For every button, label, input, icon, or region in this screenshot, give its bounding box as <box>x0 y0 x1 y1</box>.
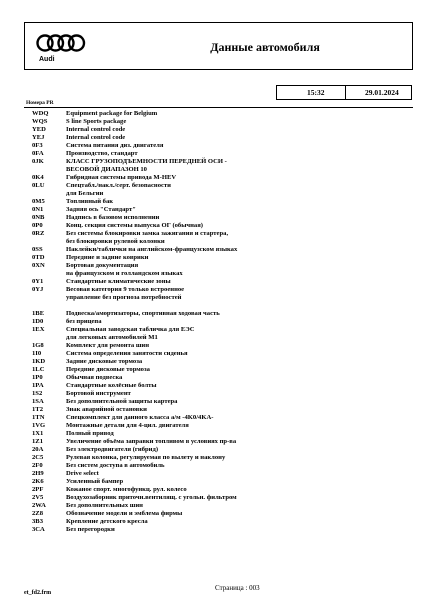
list-item <box>32 334 412 342</box>
pr-description: для Бельгии <box>66 190 104 197</box>
pr-code: 1TN <box>32 414 45 421</box>
list-item <box>32 366 412 374</box>
list-item <box>32 510 412 518</box>
section-divider <box>24 107 413 108</box>
pr-code: 1VG <box>32 422 46 429</box>
list-item <box>32 438 412 446</box>
list-item <box>32 422 412 430</box>
pr-code: 0LU <box>32 182 45 189</box>
list-item <box>32 222 412 230</box>
pr-code: YED <box>32 126 46 133</box>
pr-description: Стандартные колёсные болты <box>66 382 157 389</box>
pr-description: КЛАСС ГРУЗОПОДЪЕМНОСТИ ПЕРЕДНЕЙ ОСИ - <box>66 158 227 165</box>
list-item <box>32 166 412 174</box>
pr-code: WQS <box>32 118 48 125</box>
list-item <box>32 126 412 134</box>
list-item <box>32 198 412 206</box>
list-item <box>32 390 412 398</box>
pr-code: 0K4 <box>32 174 44 181</box>
pr-description: Знак аварийной остановки <box>66 406 147 413</box>
list-item <box>32 278 412 286</box>
pr-description: для легковых автомобилей M1 <box>66 334 158 341</box>
pr-code: 2PF <box>32 486 44 493</box>
pr-description: Обозначение модели и эмблема фирмы <box>66 510 183 517</box>
list-item <box>32 406 412 414</box>
pr-code: 20A <box>32 446 44 453</box>
pr-description: Надпись в базовом исполнении <box>66 214 160 221</box>
page-title: Данные автомобиля <box>210 40 320 54</box>
pr-code: 0RZ <box>32 230 45 237</box>
pr-description: Крепление детского кресла <box>66 518 148 525</box>
pr-description: на французском и голландском языках <box>66 270 183 277</box>
list-item <box>32 158 412 166</box>
pr-description: Монтажные детали для 4-цил. двигателя <box>66 422 189 429</box>
list-item <box>32 142 412 150</box>
list-item <box>32 230 412 238</box>
pr-description: Спецтабл./накл./серт. безопасности <box>66 182 171 189</box>
list-item <box>32 518 412 526</box>
list-item <box>32 454 412 462</box>
pr-description: Усиленный бампер <box>66 478 124 485</box>
pr-code: 0P0 <box>32 222 43 229</box>
pr-code: 2V5 <box>32 494 44 501</box>
pr-code <box>32 238 66 246</box>
form-filename: et_fd2.frm <box>24 590 52 596</box>
pr-code: 1I0 <box>32 350 42 357</box>
list-item <box>32 238 412 246</box>
list-item <box>32 246 412 254</box>
pr-description: Весовая категория 9 только встроенное <box>66 286 185 293</box>
pr-description: Система определения занятости сиденья <box>66 350 188 357</box>
pr-code: 3B3 <box>32 518 43 525</box>
list-item <box>32 342 412 350</box>
date-value: 29.01.2024 <box>365 88 399 97</box>
pr-code <box>32 294 66 302</box>
pr-description: Без электродвигателя (гибрид) <box>66 446 159 453</box>
list-item <box>32 350 412 358</box>
pr-description: Производство, стандарт <box>66 150 138 157</box>
list-item <box>32 254 412 262</box>
brand-label: Audi <box>39 56 55 63</box>
list-item <box>32 446 412 454</box>
pr-description: Стандартные климатические зоны <box>66 278 171 285</box>
list-item <box>32 150 412 158</box>
list-item <box>32 374 412 382</box>
pr-code: 0Y1 <box>32 278 44 285</box>
pr-code: 1LC <box>32 366 45 373</box>
list-item <box>32 398 412 406</box>
pr-code: 1BE <box>32 310 45 317</box>
pr-description: Передние и задние коврики <box>66 254 149 261</box>
pr-description: Специальная заводская табличка для ЕЭС <box>66 326 195 333</box>
list-item <box>32 318 412 326</box>
pr-code: 0N1 <box>32 206 44 213</box>
pr-code <box>32 166 66 174</box>
pr-description: Бортовой инструмент <box>66 390 131 397</box>
pr-code: YEJ <box>32 134 45 141</box>
pr-description: Комплект для ремонта шин <box>66 342 150 349</box>
list-item <box>32 174 412 182</box>
pr-code: 1Z1 <box>32 438 43 445</box>
datetime-divider <box>345 86 346 99</box>
pr-code: 0YJ <box>32 286 44 293</box>
pr-description: управление без прогноза потребностей <box>66 294 182 301</box>
list-item <box>32 326 412 334</box>
header-box <box>24 22 413 70</box>
pr-code: 1SA <box>32 398 44 405</box>
pr-description: Бортовая документация <box>66 262 139 269</box>
pr-code: 1G8 <box>32 342 44 349</box>
list-item <box>32 462 412 470</box>
list-item <box>32 502 412 510</box>
pr-description: Equipment package for Belgium <box>66 110 158 117</box>
list-item <box>32 414 412 422</box>
pr-description: Передние дисковые тормоза <box>66 366 150 373</box>
pr-description: Без дополнительной защиты картера <box>66 398 178 405</box>
pr-code: 2C5 <box>32 454 44 461</box>
list-item <box>32 262 412 270</box>
pr-description: без прицепа <box>66 318 102 325</box>
list-item <box>32 110 412 118</box>
list-item <box>32 494 412 502</box>
pr-code: WDQ <box>32 110 49 117</box>
pr-description: Задняя ось "Стандарт" <box>66 206 136 213</box>
pr-description: Подвеска/амортизаторы, спортивная ходовая часть <box>66 310 220 317</box>
list-item <box>32 206 412 214</box>
list-item <box>32 382 412 390</box>
pr-code: 0TD <box>32 254 45 261</box>
pr-description: Без перегородки <box>66 526 115 533</box>
pr-code: 2WA <box>32 502 46 509</box>
list-item <box>32 182 412 190</box>
pr-code: 0M5 <box>32 198 45 205</box>
pr-description: Гибридная системы привода M-HEV <box>66 174 177 181</box>
pr-description: без блокировки рулевой колонки <box>66 238 165 245</box>
list-item <box>32 286 412 294</box>
pr-description: Internal control code <box>66 134 126 141</box>
list-item <box>32 190 412 198</box>
time-value: 15:32 <box>307 88 325 97</box>
pr-code: 2H9 <box>32 470 44 477</box>
pr-code: 1P0 <box>32 374 43 381</box>
pr-code: 0FA <box>32 150 44 157</box>
list-item <box>32 358 412 366</box>
list-item <box>32 214 412 222</box>
pr-code: 3CA <box>32 526 45 533</box>
pr-code: 0JK <box>32 158 44 165</box>
pr-description: Задние дисковые тормоза <box>66 358 143 365</box>
pr-code: 0NB <box>32 214 45 221</box>
pr-description: Без системы блокировки замка зажигания и стартера, <box>66 230 229 237</box>
list-item <box>32 310 412 318</box>
pr-description: Кожаное спорт. многофункц. рул. колесо <box>66 486 187 493</box>
pr-description: Internal control code <box>66 126 126 133</box>
list-item <box>32 118 412 126</box>
pr-code: 2K6 <box>32 478 44 485</box>
pr-description: Без дополнительных шин <box>66 502 143 509</box>
pr-code: 2Z8 <box>32 510 43 517</box>
page-number: Страница : 003 <box>215 584 260 592</box>
pr-code: 2F0 <box>32 462 43 469</box>
pr-code <box>32 334 66 342</box>
list-spacer <box>32 302 412 310</box>
pr-description: Наклейки/таблички на английском-французском языках <box>66 246 238 253</box>
list-item <box>32 486 412 494</box>
pr-description: Спецкомплект для данного класса а/м -4K0/4KA- <box>66 414 214 421</box>
pr-code: 1S2 <box>32 390 43 397</box>
list-item <box>32 294 412 302</box>
pr-code <box>32 190 66 198</box>
pr-number-list <box>32 110 412 534</box>
pr-description: Полный привод <box>66 430 114 437</box>
list-item <box>32 270 412 278</box>
pr-description: ВЕСОВОЙ ДИАПАЗОН 10 <box>66 166 147 173</box>
pr-description: Drive select <box>66 470 99 477</box>
list-item <box>32 134 412 142</box>
pr-description: Увеличение объёма заправки топливом в условиях пр-ва <box>66 438 237 445</box>
list-item <box>32 430 412 438</box>
list-item <box>32 470 412 478</box>
pr-description: Топливный бак <box>66 198 114 205</box>
pr-description: Без систем доступа в автомобиль <box>66 462 165 469</box>
section-label: Номера PR <box>26 100 54 106</box>
datetime-box <box>276 85 412 100</box>
pr-description: S line Sports package <box>66 118 127 125</box>
list-item <box>32 526 412 534</box>
pr-code: 0F3 <box>32 142 43 149</box>
pr-code: 1KD <box>32 358 46 365</box>
pr-code: 1EX <box>32 326 45 333</box>
pr-code: 0SS <box>32 246 43 253</box>
pr-code: 0XN <box>32 262 45 269</box>
list-item <box>32 478 412 486</box>
pr-code: 1PA <box>32 382 44 389</box>
pr-description: Конц. секция системы выпуска ОГ (обычная) <box>66 222 203 229</box>
pr-description: Обычная подвеска <box>66 374 123 381</box>
pr-code <box>32 270 66 278</box>
pr-description: Рулевая колонка, регулируемая по вылету и наклону <box>66 454 226 461</box>
pr-description: Система питания диз. двигателя <box>66 142 164 149</box>
pr-code: 1T2 <box>32 406 43 413</box>
pr-description: Воздухозаборник приточн.вентилящ. с угольн. фильтром <box>66 494 237 501</box>
pr-code: 1X1 <box>32 430 44 437</box>
pr-code: 1D0 <box>32 318 44 325</box>
